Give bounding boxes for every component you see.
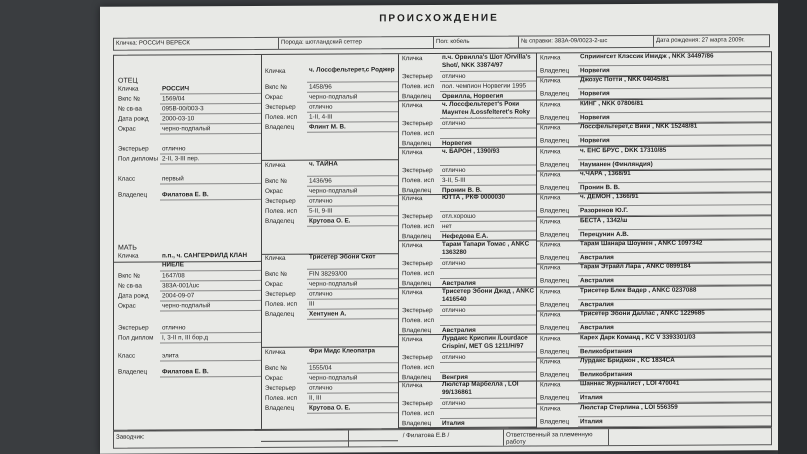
g4-owner: Науманен (Финляндия)	[578, 159, 771, 170]
pedigree-sheet	[100, 3, 778, 454]
grandparent-block	[261, 148, 398, 255]
g3-ext: отлично	[440, 71, 536, 82]
g3-ext: отл.хорошо	[440, 212, 536, 223]
g4-owner: Австралия	[578, 322, 771, 333]
g4-owner: Великобритания	[578, 346, 771, 357]
sire-dob: 2000-03-10	[160, 114, 261, 125]
g4-owner-label: Владелец	[540, 324, 570, 332]
g3-name: Люлстар Марбелла , LOI 99/136861	[440, 381, 536, 400]
gp-name: Фри Мидс Клеопатра	[307, 347, 398, 363]
dam-owner: Филатова Е. В.	[160, 367, 261, 378]
g3-ext: отлично	[440, 118, 536, 129]
gp-color-label: Окрас	[265, 374, 283, 382]
sire-vkps: 1569/04	[160, 94, 261, 105]
gp-vkps-label: Вкпс №	[265, 177, 288, 185]
gp-color: черно-подпалый	[307, 373, 398, 383]
g4-name-label: Кличка	[540, 171, 561, 179]
gp-vkps: FIN 38293/00	[307, 269, 398, 279]
g4-owner: Великобритания	[578, 369, 771, 380]
dam-cert-label: № св-ва	[118, 282, 142, 290]
g3-name: ч. БАРОН , 1390/93	[440, 147, 536, 166]
g3-field-label: Полев. исп	[402, 223, 434, 231]
gp-ext: отлично	[307, 383, 398, 393]
gp-owner-label: Владелец	[265, 217, 295, 225]
g3-owner: Пронин В. В.	[440, 185, 536, 195]
gp-owner-label: Владелец	[265, 404, 295, 412]
gp-name: Трисетер Эбони Скот	[307, 253, 398, 269]
dam-block	[114, 240, 261, 434]
g3-name-label: Кличка	[402, 101, 423, 109]
g4-owner-label: Владелец	[540, 67, 570, 75]
g4-name: ч. ДЕМОН , 1366/91	[578, 193, 771, 207]
sire-ext-label: Экстерьер	[118, 145, 149, 153]
sire-name-label: Кличка	[118, 85, 139, 93]
g4-name: ч. ЕНС БРУС , DKK 17310/85	[578, 146, 771, 160]
g4-owner: Норвегия	[578, 135, 771, 146]
g4-owner: Норвегия	[578, 112, 771, 123]
gp-vkps-label: Вкпс №	[265, 270, 288, 278]
sire-owner-label: Владелец	[118, 191, 148, 199]
dam-field-label: Пол диплом	[118, 334, 154, 342]
g3-field: пол. чемпион Норвегии 1995	[440, 81, 536, 92]
sire-color: черно-подпалый	[160, 124, 261, 135]
g4-owner: Австралия	[578, 276, 771, 287]
great-grandparent-block	[398, 147, 536, 195]
g3-grandparent-block	[536, 99, 771, 124]
sire-name: РОССИЧ	[160, 84, 261, 95]
g3-grandparent-block	[536, 356, 771, 381]
gp-name-label: Кличка	[265, 348, 286, 356]
gp-owner: Крутова О. Е.	[307, 216, 398, 226]
grandparent-block	[261, 335, 398, 442]
great-grandparents-column	[398, 53, 537, 428]
gp-ext-label: Экстерьер	[265, 103, 296, 111]
g4-owner: Перецунин А.В.	[578, 229, 771, 240]
g3-ext-label: Экстерьер	[402, 306, 433, 314]
g3-owner-label: Владелец	[402, 139, 432, 147]
g3-field	[440, 315, 536, 326]
g4-name-label: Кличка	[540, 194, 561, 202]
gp-name-label: Кличка	[265, 161, 286, 169]
dam-color-label: Окрас	[118, 302, 136, 310]
g3-grandparent-block	[536, 76, 771, 101]
great-grandparent-block	[398, 381, 536, 429]
g3-field-label: Полев. исп	[402, 270, 434, 278]
dam-vkps-label: Вкпс №	[118, 272, 141, 280]
g4-name-label: Кличка	[540, 264, 561, 272]
g4-name: Джозус Потти , NKK 04045/81	[578, 76, 771, 90]
g3-field-label: Полев. исп	[402, 316, 434, 324]
g3-ext-label: Экстерьер	[402, 213, 433, 221]
g3-field	[440, 128, 536, 139]
gp-color-label: Окрас	[265, 187, 283, 195]
dam-ext: отлично	[160, 323, 261, 334]
info-dob: Дата рождения: 27 марта 2009г.	[656, 37, 745, 44]
dam-name-label: Кличка	[118, 252, 139, 260]
dog-info-bar	[113, 34, 770, 50]
g4-owner-label: Владелец	[540, 114, 570, 122]
g3-owner: Австралия	[440, 278, 536, 288]
gp-field-label: Полев. исп	[265, 394, 297, 402]
gp-owner: Флинт М. В.	[307, 122, 398, 132]
info-sex: Пол: кобель	[434, 37, 519, 48]
sire-class-label: Класс	[118, 175, 136, 183]
g4-owner: Норвегия	[578, 65, 771, 76]
gp-ext: отлично	[307, 289, 398, 299]
sire-field-label: Пол дипломы	[118, 155, 159, 163]
g4-name: Лурдакс Бриджон , KC 1834CA	[578, 356, 771, 370]
gp-name: ч. Лоссфельтерет,с Роджер	[307, 66, 398, 82]
g3-ext: отлично	[440, 258, 536, 269]
g3-name: ЮТТА , РКФ 0000030	[440, 194, 536, 213]
dam-name: п.п., ч. САНГЕРФИЛД КЛАН НИЕЛЕ	[160, 251, 261, 272]
gp-vkps: 1458/96	[307, 82, 398, 92]
g3-owner: Венгрия	[440, 372, 536, 382]
g3-grandparent-block	[536, 286, 771, 311]
g3-name: Лурдакс Криспин /Lourdace Crispin/, MET GS 1211/Н/97	[440, 334, 536, 353]
g3-grandparent-block	[536, 216, 771, 241]
g3-name: ч. Лоссфельтерет's Роки Маунтен /Lossfelteret's Roky	[440, 100, 536, 119]
g3-owner-label: Владелец	[402, 280, 432, 288]
g4-name-label: Кличка	[540, 381, 561, 389]
g4-name-label: Кличка	[540, 101, 561, 109]
g3-owner-label: Владелец	[402, 373, 432, 381]
sire-vkps-label: Вкпс №	[118, 95, 141, 103]
g3-grandparent-block	[536, 193, 771, 218]
g3-field	[440, 268, 536, 279]
g4-name: Тарам Шанара Шоумен , ANKC 1097342	[578, 239, 771, 253]
gp-ext-label: Экстерьер	[265, 384, 296, 392]
sire-field: 2-II, 3-III пер.	[160, 154, 261, 165]
background-edge	[778, 0, 807, 454]
g3-grandparent-block	[536, 333, 771, 358]
g3-ext: отлично	[440, 165, 536, 176]
g3-name-label: Кличка	[402, 195, 423, 203]
gp-vkps: 1436/96	[307, 176, 398, 186]
sire-block	[114, 55, 261, 263]
g4-name-label: Кличка	[540, 54, 561, 62]
g3-ext-label: Экстерьер	[402, 73, 433, 81]
g4-name: Шаннас Журналист , LOI 470041	[578, 380, 771, 394]
g3-grandparent-block	[536, 309, 771, 334]
dam-dob-label: Дата рожд	[118, 292, 149, 300]
dam-class: элита	[160, 351, 261, 362]
dam-class-label: Класс	[118, 352, 136, 360]
page-title: ПРОИСХОЖДЕНИЕ	[379, 12, 499, 25]
g3-field	[440, 362, 536, 373]
sire-class: первый	[160, 174, 261, 185]
g3-ext-label: Экстерьер	[402, 119, 433, 127]
info-breed: Порода: шотландский сеттер	[279, 37, 434, 49]
g4-owner-label: Владелец	[540, 371, 570, 379]
g4-owner-label: Владелец	[540, 230, 570, 239]
parents-column	[114, 55, 262, 430]
sire-dob-label: Дата рожд	[118, 115, 149, 123]
g3-name-label: Кличка	[402, 242, 423, 250]
g3-grandparents-column	[536, 52, 771, 427]
g4-name: Сприингсет Клэссик Имидж , NKK 34497/86	[578, 52, 771, 66]
g3-ext: отлично	[440, 399, 536, 410]
g4-name: Тарам Этрайл Лара , ANKC 0899184	[578, 263, 771, 277]
g4-owner-label: Владелец	[540, 301, 570, 309]
g3-ext-label: Экстерьер	[402, 353, 433, 361]
g4-owner: Разоренов Ю.Г.	[578, 206, 771, 217]
g4-owner: Пронин В. В.	[578, 182, 771, 193]
g3-owner-label: Владелец	[402, 93, 432, 101]
g4-name: Люлстар Стерлина , LOI 556359	[578, 403, 771, 417]
g3-grandparent-block	[536, 122, 771, 147]
gp-owner: Хентунен А.	[307, 309, 398, 319]
g3-owner-label: Владелец	[402, 233, 432, 241]
g4-name: ч.ЧАРА , 1368/91	[578, 169, 771, 183]
g3-owner-label: Владелец	[402, 420, 432, 428]
g3-field: 3-II, 5-III	[440, 175, 536, 186]
footer	[113, 427, 772, 448]
g4-name: Трисетер Эбони Даллас , ANKC 1229685	[578, 309, 771, 323]
gp-ext: отлично	[307, 196, 398, 206]
sire-color-label: Окрас	[118, 125, 136, 133]
g4-owner-label: Владелец	[540, 137, 570, 145]
pedigree-tree	[113, 51, 772, 430]
g3-name-label: Кличка	[402, 335, 423, 343]
dam-color: черно-подпалый	[160, 301, 261, 312]
g3-name-label: Кличка	[402, 148, 423, 156]
info-name: Кличка: РОССИЧ ВЕРЕСК	[114, 38, 279, 50]
gp-owner-label: Владелец	[265, 123, 295, 131]
g4-name-label: Кличка	[540, 288, 561, 296]
signature: / Филатова Е.В /	[349, 430, 504, 447]
gp-color-label: Окрас	[265, 280, 283, 288]
great-grandparent-block	[398, 240, 536, 288]
g3-owner: Нефедова Е.А.	[440, 232, 536, 242]
g3-field-label: Полев. исп	[402, 83, 434, 91]
g4-owner-label: Владелец	[540, 394, 570, 402]
g4-name-label: Кличка	[540, 77, 561, 85]
great-grandparent-block	[398, 334, 536, 382]
great-grandparent-block	[398, 287, 536, 335]
g4-owner-label: Владелец	[540, 207, 570, 215]
g3-grandparent-block	[536, 403, 771, 428]
g3-field-label: Полев. исп	[402, 410, 434, 418]
gp-ext-label: Экстерьер	[265, 290, 296, 298]
g4-owner: Норвегия	[578, 89, 771, 100]
great-grandparent-block	[398, 100, 536, 148]
g3-name: Тарам Тапари Томас , ANKC 1363280	[440, 240, 536, 259]
g3-ext: отлично	[440, 305, 536, 316]
g4-owner: Австралия	[578, 299, 771, 310]
g3-ext: отлично	[440, 352, 536, 363]
gp-owner: Крутова О. Е.	[307, 403, 398, 413]
gp-field: 1-II, 4-III	[307, 112, 398, 122]
g3-name-label: Кличка	[402, 382, 423, 390]
gp-field-label: Полев. исп	[265, 300, 297, 308]
g4-owner-label: Владелец	[540, 254, 570, 262]
sire-ext: отлично	[160, 144, 261, 155]
gp-field-label: Полев. исп	[265, 113, 297, 121]
g3-owner: Норвегия	[440, 138, 536, 148]
gp-vkps-label: Вкпс №	[265, 83, 288, 91]
g3-name: п.ч. Орвилла's Шот /Orvilla's Shot/, NKK 33874/97	[440, 53, 536, 72]
g3-grandparent-block	[536, 263, 771, 288]
g4-name: Трисетер Блек Вадер , ANKC 0237088	[578, 286, 771, 300]
great-grandparent-block	[398, 53, 536, 101]
grandparent-block	[261, 54, 398, 161]
dam-owner-label: Владелец	[118, 368, 148, 376]
g3-name-label: Кличка	[402, 55, 423, 63]
gp-field-label: Полев. исп	[265, 207, 297, 215]
gp-name-label: Кличка	[265, 254, 286, 262]
responsible-field	[609, 428, 771, 445]
gp-color: черно-подпалый	[307, 186, 398, 196]
g3-ext-label: Экстерьер	[402, 400, 433, 408]
g4-owner-label: Владелец	[540, 277, 570, 285]
dam-ext-label: Экстерьер	[118, 324, 149, 332]
g4-owner-label: Владелец	[540, 160, 570, 168]
g4-owner: Австралия	[578, 252, 771, 263]
g4-name-label: Кличка	[540, 404, 561, 413]
dam-heading: МАТЬ	[118, 244, 137, 252]
g4-name: Лоссфельтерет,с Вики , NKK 15248/81	[578, 122, 771, 136]
g3-owner-label: Владелец	[402, 326, 432, 334]
g3-field: нет	[440, 222, 536, 233]
g4-name: Карех Дарк Команд , KC V 3393301/03	[578, 333, 771, 347]
g3-grandparent-block	[536, 169, 771, 194]
sire-owner: Филатова Е. В.	[160, 190, 261, 201]
g4-owner-label: Владелец	[540, 90, 570, 98]
g3-ext-label: Экстерьер	[402, 260, 433, 268]
g4-owner: Италия	[578, 416, 771, 427]
g4-owner-label: Владелец	[540, 417, 570, 426]
great-grandparent-block	[398, 194, 536, 242]
g4-owner-label: Владелец	[540, 184, 570, 192]
gp-color-label: Окрас	[265, 93, 283, 101]
gp-owner-label: Владелец	[265, 310, 295, 318]
gp-name-label: Кличка	[265, 67, 286, 75]
dam-cert: 383А-001/шс	[160, 281, 261, 292]
g3-field	[440, 409, 536, 420]
responsible-label: Ответственный за племенную работу	[504, 429, 609, 446]
g4-name: КИНГ , NKK 07806/81	[578, 99, 771, 113]
g3-owner: Италия	[440, 419, 536, 429]
sire-heading: ОТЕЦ	[118, 77, 138, 85]
gp-ext: отлично	[307, 102, 398, 112]
g4-owner: Италия	[578, 393, 771, 404]
g4-name-label: Кличка	[540, 358, 561, 366]
breeder-field: Заводчик:	[114, 430, 349, 447]
sire-cert-label: № св-ва	[118, 105, 142, 113]
gp-field: II, III	[307, 393, 398, 403]
gp-ext-label: Экстерьер	[265, 197, 296, 205]
g3-grandparent-block	[536, 380, 771, 405]
g3-owner-label: Владелец	[402, 186, 432, 194]
gp-color: черно-подпалый	[307, 92, 398, 102]
g3-field-label: Полев. исп	[402, 363, 434, 371]
gp-vkps-label: Вкпс №	[265, 364, 288, 372]
dam-field: I, 3-II п, III бор.д	[160, 333, 261, 344]
g3-grandparent-block	[536, 239, 771, 264]
gp-field: 5-II, 9-III	[307, 206, 398, 216]
g4-name: БЕСТА , 1342/ш	[578, 216, 771, 230]
g3-grandparent-block	[536, 52, 771, 77]
g3-owner: Орвилла, Норвегия	[440, 91, 536, 101]
g3-name: Трисетер Эбони Джад , ANKC 1416540	[440, 287, 536, 306]
gp-vkps: 1555/04	[307, 363, 398, 373]
gp-name: ч. ТАЙНА	[307, 160, 398, 176]
g3-field-label: Полев. исп	[402, 176, 434, 184]
g4-owner-label: Владелец	[540, 347, 570, 355]
grandparents-column	[261, 54, 399, 429]
g3-owner: Австралия	[440, 325, 536, 335]
dam-vkps: 1647/08	[160, 271, 261, 282]
g3-name-label: Кличка	[402, 288, 423, 296]
gp-color: черно-подпалый	[307, 279, 398, 289]
grandparent-block	[261, 241, 398, 348]
dam-dob: 2004-09-07	[160, 291, 261, 302]
g3-ext-label: Экстерьер	[402, 166, 433, 174]
g4-name-label: Кличка	[540, 147, 561, 155]
g3-grandparent-block	[536, 146, 771, 171]
g4-name-label: Кличка	[540, 334, 561, 342]
g3-field-label: Полев. исп	[402, 129, 434, 137]
g4-name-label: Кличка	[540, 124, 561, 132]
g4-name-label: Кличка	[540, 241, 561, 249]
info-cert: № справки: 383А-09/0023-2-шс	[519, 36, 654, 48]
g4-name-label: Кличка	[540, 217, 561, 226]
g4-name-label: Кличка	[540, 311, 561, 319]
sire-cert: 095В-00/003-3	[160, 104, 261, 115]
gp-field: III	[307, 299, 398, 309]
